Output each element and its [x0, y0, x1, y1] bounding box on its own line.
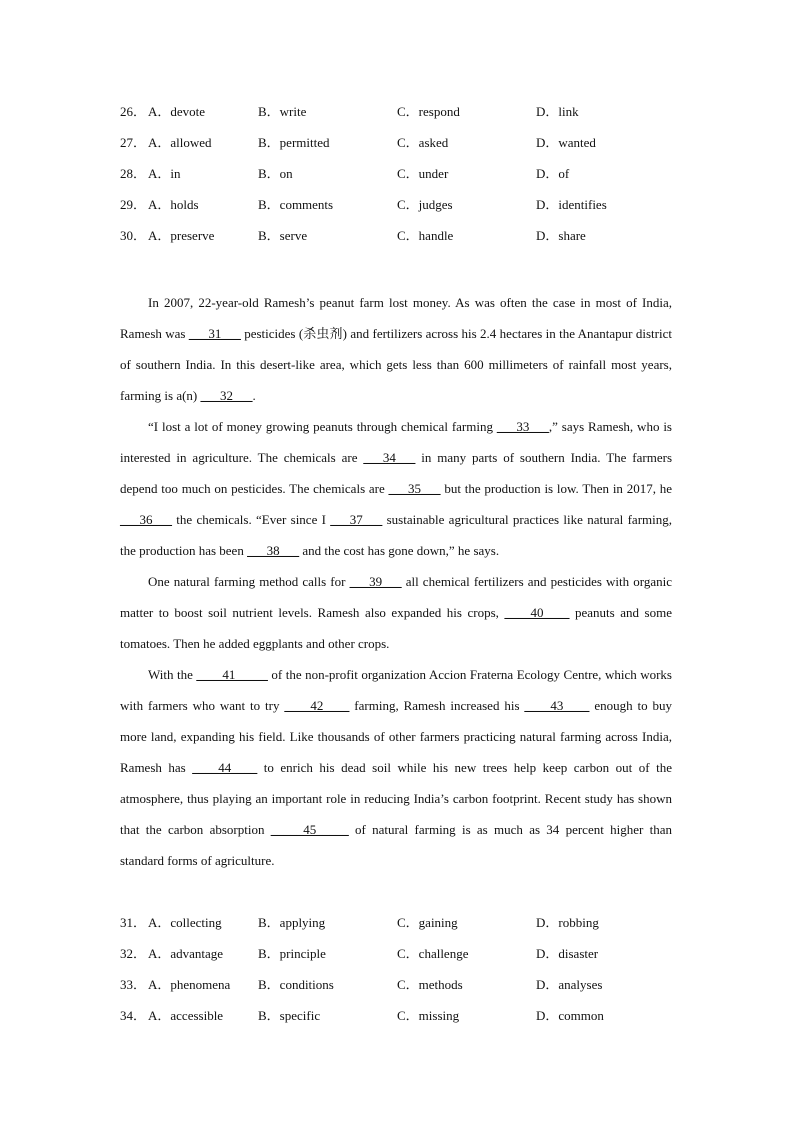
option-b: B．comments: [258, 197, 334, 212]
passage-text: but the production is low. Then in 2017, he: [440, 481, 672, 496]
option-d: D．share: [536, 228, 586, 243]
option-c: C．challenge: [397, 946, 469, 961]
option-c: C．judges: [397, 197, 453, 212]
option-c: C．under: [397, 166, 449, 181]
paragraph-4: [120, 659, 672, 876]
passage-text: to enrich his dead soil while his new trees help keep carbon out of the atmosphere, thus playing an important role in reducing India’s carbon footprint. Recent study has shown that the carbon absorption: [120, 760, 672, 837]
option-b: B．permitted: [258, 135, 330, 150]
question-number: 32．: [120, 946, 147, 961]
passage-text: and the cost has gone down,” he says.: [299, 543, 500, 558]
passage-text: With the: [148, 667, 197, 682]
option-a: A．holds: [148, 197, 199, 212]
option-a: A．phenomena: [148, 977, 231, 992]
option-a: A．devote: [148, 104, 206, 119]
option-c: C．gaining: [397, 915, 458, 930]
passage-text: in many parts of southern India. The farmers depend too much on pesticides. The chemicals are: [120, 450, 672, 496]
passage-text: “I lost a lot of money growing peanuts through chemical farming: [148, 419, 497, 434]
option-a: A．preserve: [148, 228, 215, 243]
passage-text: In 2007, 22-year-old Ramesh’s peanut farm lost money. As was often the case in most of India, Ramesh was: [120, 295, 672, 341]
question-number: 29．: [120, 197, 147, 212]
option-d: D．wanted: [536, 135, 596, 150]
option-d: D．link: [536, 104, 579, 119]
option-a: A．collecting: [148, 915, 222, 930]
passage-text: of the non-profit organization Accion Fraterna Ecology Centre, which works with farmers who want to try: [120, 667, 672, 713]
option-d: D．identifies: [536, 197, 607, 212]
blank-39: ___39___: [349, 574, 402, 589]
blank-34: ___34___: [363, 450, 416, 465]
option-c: C．handle: [397, 228, 454, 243]
option-b: B．specific: [258, 1008, 321, 1023]
passage-text: ,” says Ramesh, who is interested in agriculture. The chemicals are: [120, 419, 672, 465]
option-a: A．advantage: [148, 946, 224, 961]
blank-32: ___32___: [200, 388, 253, 403]
passage-text: pesticides (杀虫剂) and fertilizers across his 2.4 hectares in the Anantapur district of southern India. In this desert-like area, which gets less than 600 millimeters of rainfall most years, farming is a(n): [120, 326, 672, 403]
option-b: B．applying: [258, 915, 326, 930]
option-c: C．methods: [397, 977, 463, 992]
blank-33: ___33___: [496, 419, 549, 434]
blank-44: ____44____: [192, 760, 258, 775]
passage-text: of natural farming is as much as 34 percent higher than standard forms of agriculture.: [120, 822, 672, 868]
option-d: D．of: [536, 166, 570, 181]
blank-35: ___35___: [388, 481, 441, 496]
option-b: B．serve: [258, 228, 308, 243]
passage-text: the chemicals. “Ever since I: [172, 512, 331, 527]
question-number: 33．: [120, 977, 147, 992]
option-c: C．asked: [397, 135, 449, 150]
question-number: 27．: [120, 135, 147, 150]
option-b: B．principle: [258, 946, 326, 961]
blank-36: ___36___: [120, 512, 172, 527]
option-a: A．in: [148, 166, 181, 181]
option-b: B．conditions: [258, 977, 334, 992]
blank-43: ____43____: [524, 698, 590, 713]
option-c: C．respond: [397, 104, 460, 119]
paragraph-1: [120, 287, 672, 411]
passage-text: enough to buy more land, expanding his field. Like thousands of other farmers practicing natural farming across India, Ramesh has: [120, 698, 672, 775]
blank-31: ___31___: [188, 326, 241, 341]
blank-40: ____40____: [504, 605, 570, 620]
question-number: 31．: [120, 915, 147, 930]
passage-text: all chemical fertilizers and pesticides with organic matter to boost soil nutrient levels. Ramesh also expanded his crops,: [120, 574, 672, 620]
option-d: D．disaster: [536, 946, 599, 961]
option-b: B．on: [258, 166, 293, 181]
passage-text: .: [252, 388, 256, 403]
blank-42: ____42____: [284, 698, 350, 713]
paragraph-2: [120, 411, 672, 566]
option-c: C．missing: [397, 1008, 460, 1023]
option-d: D．common: [536, 1008, 604, 1023]
option-a: A．accessible: [148, 1008, 224, 1023]
question-number: 26．: [120, 104, 147, 119]
option-d: D．analyses: [536, 977, 603, 992]
passage-text: sustainable agricultural practices like natural farming, the production has been: [120, 512, 672, 558]
blank-45: _____45_____: [270, 822, 349, 837]
option-b: B．write: [258, 104, 307, 119]
passage-text: One natural farming method calls for: [148, 574, 350, 589]
question-number: 34．: [120, 1008, 147, 1023]
passage-text: farming, Ramesh increased his: [349, 698, 525, 713]
blank-41: ____41_____: [196, 667, 268, 682]
option-d: D．robbing: [536, 915, 599, 930]
blank-38: ___38___: [247, 543, 300, 558]
cloze-passage: [120, 287, 672, 876]
question-number: 30．: [120, 228, 147, 243]
option-a: A．allowed: [148, 135, 212, 150]
passage-text: peanuts and some tomatoes. Then he added eggplants and other crops.: [120, 605, 672, 651]
question-number: 28．: [120, 166, 147, 181]
paragraph-3: [120, 566, 672, 659]
blank-37: ___37___: [330, 512, 383, 527]
